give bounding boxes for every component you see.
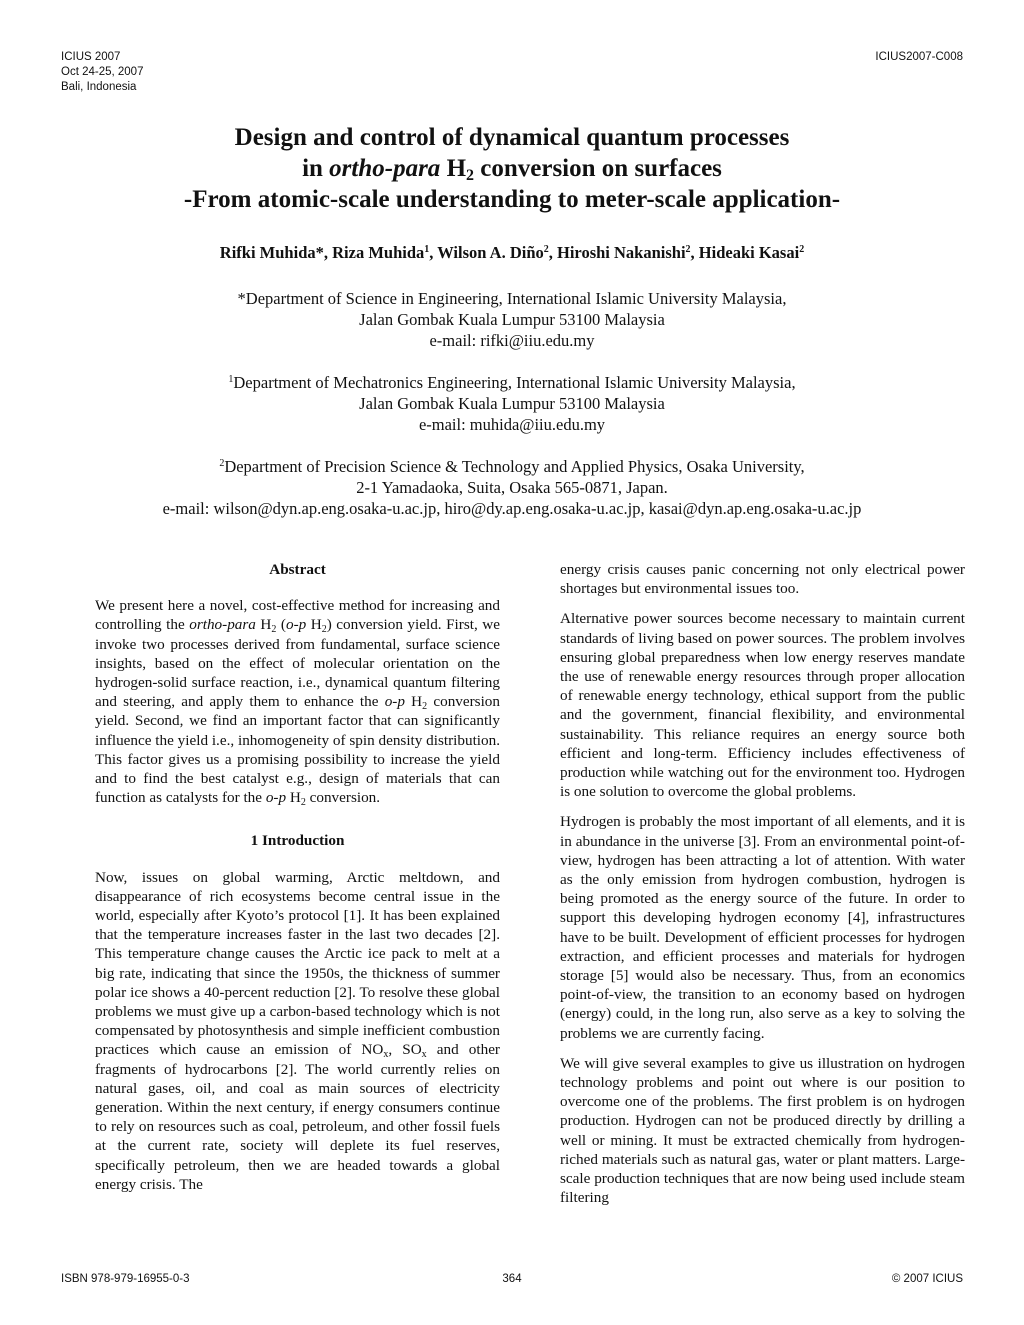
abstract-italic: o-p: [384, 693, 405, 711]
author-4-sup: 2: [799, 244, 805, 255]
author-3-sup: 2: [685, 244, 691, 255]
affiliation-sup: 1: [228, 374, 234, 385]
left-column: [95, 560, 500, 1205]
copyright: © 2007 ICIUS: [891, 1273, 963, 1285]
abstract-sub: 2: [321, 624, 327, 636]
affiliation-line: Jalan Gombak Kuala Lumpur 53100 Malaysia: [359, 394, 665, 413]
introduction-paragraph-5: We will give several examples to give us illustration on hydrogen technology problems and point out where is our position to overcome one of the problems. The first problem is on hydrogen production. Hydrogen can not be produced directly by drilling a well or mining. It must be extracted chemically from hydrogen-riched materials such as natural gas, water or plant matters. Large-scale production techniques that are now being used include steam filtering: [560, 1054, 965, 1207]
abstract-text: H: [404, 693, 423, 711]
title-suffix: conversion on surfaces: [474, 155, 722, 182]
author-2-sup: 2: [543, 244, 549, 255]
conference-header: [61, 50, 143, 95]
introduction-heading: 1 Introduction: [250, 832, 345, 850]
paper-id: ICIUS2007-C008: [875, 51, 963, 63]
abstract-heading: Abstract: [269, 561, 326, 578]
affiliation-text: Department of Precision Science & Technology and Applied Physics, Osaka University,: [224, 457, 805, 476]
introduction-paragraph-3: Alternative power sources become necessary to maintain current standards of living based on power sources. The problem involves ensuring global preparedness when low energy reserves mandate the use of renewable energy resources through proper allocation of renewable energy technology, ethical support from the public and the government, financial flexibility, and environmental sustainability. This reliance requires an energy source both efficient and long-term. Efficiency includes effectiveness of production while watching out for the environment too. Hydrogen is one solution to overcome the global problems.: [560, 610, 965, 801]
abstract-sub: 2: [271, 624, 277, 636]
abstract-italic: o-p: [265, 789, 287, 807]
affiliation-line: [60, 372, 964, 393]
title-prefix: in: [302, 155, 330, 182]
abstract-text: conversion.: [305, 789, 381, 807]
abstract-text: H: [255, 616, 272, 634]
abstract-text: H: [286, 789, 301, 807]
title-italic: ortho-para: [329, 155, 441, 182]
title-subscript: 2: [466, 167, 475, 184]
affiliation-sup: 2: [219, 458, 225, 469]
affiliation-email: e-mail: rifki@iiu.edu.my: [429, 331, 595, 350]
conference-dates: Oct 24-25, 2007: [61, 66, 144, 78]
conference-name: ICIUS 2007: [61, 51, 121, 63]
affiliation-email: e-mail: muhida@iiu.edu.my: [418, 415, 606, 434]
author-1: Rifki Muhida*, Riza Muhida: [219, 243, 425, 262]
introduction-paragraph-1: [95, 868, 500, 1194]
introduction-paragraph-4: Hydrogen is probably the most important of all elements, and it is in abundance in the universe [3]. From an environmental point-of-view, hydrogen has been attracting a lot of attention. With water as the only emission from hydrogen combustion, hydrogen is being promoted as the energy source of the future. In order to support this developing hydrogen economy [4], infrastructures have to be built. Development of efficient processes for hydrogen extraction, and efficient processes and materials for hydrogen storage [5] would also be necessary. Thus, from an economics point-of-view, the transition to an economy based on hydrogen (energy) could, in the long run, also serve as a key to solving the problems we are currently facing.: [560, 813, 965, 1042]
abstract-text: We present here a novel, cost-effective method for increasing and controlling the: [95, 597, 500, 634]
intro-sub: x: [383, 1049, 389, 1061]
page-number: 364: [502, 1273, 522, 1285]
paper-title: [60, 122, 964, 215]
right-column: [560, 560, 965, 1219]
title-line-1: Design and control of dynamical quantum processes: [234, 124, 790, 151]
affiliation-2: [60, 456, 964, 519]
affiliation-line: Jalan Gombak Kuala Lumpur 53100 Malaysia: [359, 310, 665, 329]
abstract-sub: 2: [422, 701, 428, 713]
conference-place: Bali, Indonesia: [61, 81, 137, 93]
intro-text: , SO: [388, 1041, 422, 1059]
introduction-paragraph-2: energy crisis causes panic concerning not only electrical power shortages but environmental issues too.: [560, 561, 965, 598]
affiliation-line: *Department of Science in Engineering, International Islamic University Malaysia,: [237, 289, 787, 308]
abstract-text: (: [276, 616, 286, 634]
author-list: [60, 243, 964, 263]
abstract-italic: o-p: [285, 616, 307, 634]
abstract-sub: 2: [300, 797, 306, 809]
author-1-sup: 1: [424, 244, 430, 255]
title-h: H: [440, 155, 467, 182]
author-3: , Hiroshi Nakanishi: [548, 243, 686, 262]
intro-text: and other fragments of hydrocarbons [2]. The world currently relies on natural gases, oil, and coal as main sources of electricity generation. Within the next century, if energy consumers continue to rely on resources such as coal, petroleum, and other fossil fuels at the current rate, society will deplete its fuel reserves, specifically petroleum, then we are headed towards a global energy crisis. The: [95, 1041, 500, 1193]
isbn: ISBN 978-979-16955-0-3: [61, 1273, 190, 1285]
abstract-italic: ortho-para: [189, 616, 256, 634]
intro-text: Now, issues on global warming, Arctic meltdown, and disappearance of rich ecosystems become central issue in the world, especially after Kyoto’s protocol [1]. It has been explained that the temperature increases faster in the last two decades [2]. This temperature change causes the Arctic ice pack to melt at a big rate, indicating that since the 1950s, the thickness of summer polar ice shows a 40-percent reduction [2]. To resolve these global problems we must give up a carbon-based technology which is not compensated by photosynthesis and simple inefficient combustion practices which cause an emission of NO: [95, 868, 500, 1059]
affiliation-1: [60, 372, 964, 435]
abstract-text: conversion yield. Second, we find an important factor that can significantly influence the yield i.e., inhomogeneity of spin density distribution. This factor gives us a promising possibility to increase the yield and to find the best catalyst e.g., design of materials that can function as catalysts for the: [95, 693, 500, 807]
abstract-text: H: [306, 616, 322, 634]
author-2: , Wilson A. Diño: [429, 243, 544, 262]
affiliation-email: e-mail: wilson@dyn.ap.eng.osaka-u.ac.jp, hiro@dy.ap.eng.osaka-u.ac.jp, kasai@dyn.ap.eng.osaka-u.ac.jp: [162, 499, 862, 518]
title-line-2: [60, 153, 964, 184]
title-line-3: -From atomic-scale understanding to meter-scale application-: [183, 186, 841, 213]
abstract-body: [95, 596, 500, 807]
affiliation-text: Department of Mechatronics Engineering, International Islamic University Malaysia,: [233, 373, 796, 392]
affiliation-line: [60, 456, 964, 477]
abstract-text: ) conversion yield. First, we invoke two processes derived from fundamental, surface science insights, based on the effect of molecular orientation on the hydrogen-solid surface reaction, i.e., dynamical quantum filtering and steering, and apply them to enhance the: [95, 616, 500, 711]
affiliation-line: 2-1 Yamadaoka, Suita, Osaka 565-0871, Japan.: [356, 478, 668, 497]
intro-sub: x: [421, 1049, 427, 1061]
affiliation-star: [60, 288, 964, 351]
author-4: , Hideaki Kasai: [690, 243, 800, 262]
